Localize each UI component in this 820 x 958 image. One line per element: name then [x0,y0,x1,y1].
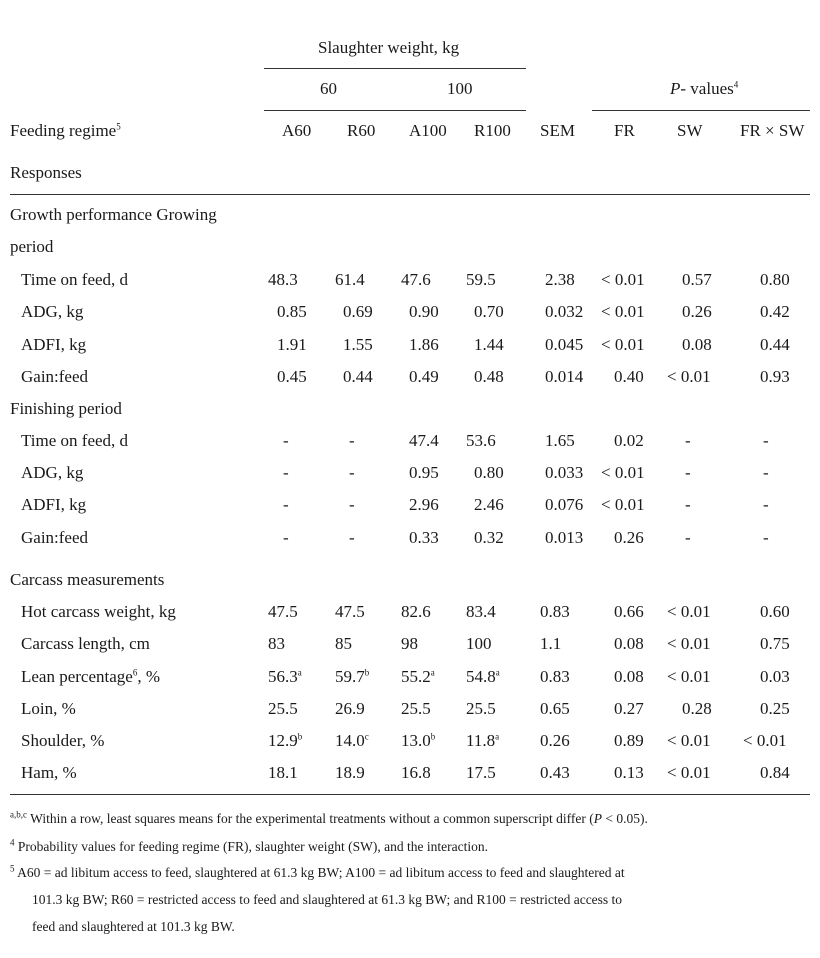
cell-r100: 54.8$^a$ [466,667,500,686]
cell-sem: 0.83 [540,667,570,686]
cell-r100: 53.6 [466,431,496,450]
row-label: ADFI, kg [21,335,87,354]
col-sw: SW [677,121,703,140]
cell-a100: 47.4 [409,431,439,450]
rule-p-values [592,110,810,111]
rule-header-bottom [10,194,810,195]
cell-a100: 82.6 [401,602,431,621]
cell-fr: < 0.01 [601,495,645,514]
cell-fr-x-sw: 0.42 [760,302,790,321]
cell-fr: < 0.01 [601,302,645,321]
cell-a60: 25.5 [268,699,298,718]
cell-a60: - [283,431,289,450]
col-a100: A100 [409,121,447,140]
cell-fr-x-sw: 0.84 [760,763,790,782]
col-fr: FR [614,121,635,140]
rule-table-bottom [10,794,810,795]
cell-sw: 0.08 [682,335,712,354]
cell-fr-x-sw: 0.75 [760,634,790,653]
cell-sem: 2.38 [545,270,575,289]
section-carcass: Carcass measurements [10,570,165,589]
cell-sem: 1.1 [540,634,562,653]
cell-a100: 0.90 [409,302,439,321]
cell-sem: 0.045 [545,335,584,354]
cell-fr: 0.13 [614,763,644,782]
cell-fr-x-sw: - [763,431,769,450]
cell-fr: < 0.01 [601,335,645,354]
cell-r60: 85 [335,634,352,653]
col-sem: SEM [540,121,575,140]
cell-fr-x-sw: 0.93 [760,367,790,386]
cell-r60: 47.5 [335,602,365,621]
col-r60: R60 [347,121,376,140]
cell-a100: 0.95 [409,463,439,482]
footnote-superscripts: $^{a,b,c}$ Within a row, least squares means for the experimental treatments without a common superscript differ (P < 0.05). [10,809,648,826]
cell-r60: 26.9 [335,699,365,718]
cell-sw: - [685,463,691,482]
cell-sem: 1.65 [545,431,575,450]
cell-fr: 0.40 [614,367,644,386]
cell-sw: 0.57 [682,270,712,289]
cell-sw: - [685,495,691,514]
cell-r60: - [349,528,355,547]
cell-sem: 0.014 [545,367,584,386]
cell-r60: 18.9 [335,763,365,782]
row-label: Hot carcass weight, kg [21,602,176,621]
col-a60: A60 [282,121,312,140]
header-sw-60: 60 [320,79,337,98]
cell-r100: 83.4 [466,602,496,621]
cell-r100: 17.5 [466,763,496,782]
cell-a100: 98 [401,634,418,653]
cell-r100: 11.8$^a$ [466,731,500,750]
cell-r100: 25.5 [466,699,496,718]
cell-a60: 47.5 [268,602,298,621]
cell-a60: - [283,495,289,514]
cell-a100: 13.0$^b$ [401,731,436,750]
cell-sem: 0.032 [545,302,584,321]
header-responses: Responses [10,163,82,182]
cell-fr: 0.66 [614,602,644,621]
cell-r60: 1.55 [343,335,373,354]
cell-sem: 0.033 [545,463,584,482]
cell-a100: 47.6 [401,270,431,289]
cell-r60: - [349,495,355,514]
cell-sw: 0.28 [682,699,712,718]
row-label: ADG, kg [21,463,84,482]
row-label: Gain:feed [21,528,89,547]
cell-sw: < 0.01 [667,634,711,653]
cell-fr: 0.08 [614,634,644,653]
row-label: Lean percentage$^6$, % [21,667,161,686]
cell-a60: 18.1 [268,763,298,782]
cell-a100: 55.2$^a$ [401,667,435,686]
cell-fr: < 0.01 [601,270,645,289]
cell-a100: 2.96 [409,495,439,514]
cell-a60: - [283,463,289,482]
cell-r100: 0.70 [474,302,504,321]
cell-a60: 56.3$^a$ [268,667,302,686]
header-slaughter-weight: Slaughter weight, kg [318,38,460,57]
cell-fr: 0.26 [614,528,644,547]
section-growth-line1: Growth performance Growing [10,205,217,224]
section-growth-line2: period [10,237,54,256]
cell-fr-x-sw: - [763,528,769,547]
header-p-values: P- values$^4$ [670,79,739,98]
cell-sw: 0.26 [682,302,712,321]
cell-sw: < 0.01 [667,763,711,782]
cell-a60: 1.91 [277,335,307,354]
row-label: Shoulder, % [21,731,105,750]
cell-r60: 14.0$^c$ [335,731,369,750]
row-label: Loin, % [21,699,76,718]
col-r100: R100 [474,121,511,140]
cell-fr-x-sw: - [763,495,769,514]
cell-r60: 59.7$^b$ [335,667,370,686]
cell-sw: < 0.01 [667,731,711,750]
cell-fr-x-sw: 0.80 [760,270,790,289]
cell-fr: 0.89 [614,731,644,750]
footnote-5-line3: feed and slaughtered at 101.3 kg BW. [32,919,235,934]
cell-r60: - [349,431,355,450]
cell-sem: 0.65 [540,699,570,718]
cell-fr-x-sw: 0.03 [760,667,790,686]
footnote-4: $^4$ Probability values for feeding regime (FR), slaughter weight (SW), and the interaction. [10,837,488,854]
row-label: Ham, % [21,763,77,782]
cell-r100: 0.32 [474,528,504,547]
cell-a100: 1.86 [409,335,439,354]
cell-fr-x-sw: 0.44 [760,335,790,354]
cell-a60: 48.3 [268,270,298,289]
cell-a60: 12.9$^b$ [268,731,303,750]
cell-r100: 1.44 [474,335,504,354]
cell-r100: 0.48 [474,367,504,386]
cell-a60: 0.45 [277,367,307,386]
cell-sem: 0.26 [540,731,570,750]
cell-r100: 59.5 [466,270,496,289]
cell-fr-x-sw: < 0.01 [743,731,787,750]
row-label: Time on feed, d [21,270,129,289]
cell-fr: < 0.01 [601,463,645,482]
cell-a60: 0.85 [277,302,307,321]
cell-r60: 61.4 [335,270,365,289]
col-fr-x-sw: FR × SW [740,121,805,140]
cell-a100: 0.33 [409,528,439,547]
rule-sw-subheader [264,110,526,111]
cell-r100: 100 [466,634,492,653]
footnote-5-line2: 101.3 kg BW; R60 = restricted access to feed and slaughtered at 61.3 kg BW; and R100 = restricted access to [32,892,623,907]
cell-fr: 0.08 [614,667,644,686]
cell-fr: 0.02 [614,431,644,450]
section-finishing: Finishing period [10,399,122,418]
header-feeding-regime: Feeding regime$^5$ [10,121,121,140]
cell-a100: 25.5 [401,699,431,718]
cell-sem: 0.013 [545,528,584,547]
cell-r100: 0.80 [474,463,504,482]
cell-fr-x-sw: 0.25 [760,699,790,718]
row-label: Gain:feed [21,367,89,386]
cell-sem: 0.83 [540,602,570,621]
cell-a100: 0.49 [409,367,439,386]
cell-fr-x-sw: 0.60 [760,602,790,621]
cell-r60: - [349,463,355,482]
row-label: ADG, kg [21,302,84,321]
cell-sw: < 0.01 [667,367,711,386]
cell-a100: 16.8 [401,763,431,782]
cell-r100: 2.46 [474,495,504,514]
cell-sw: - [685,431,691,450]
cell-sem: 0.43 [540,763,570,782]
cell-a60: 83 [268,634,285,653]
cell-sw: < 0.01 [667,602,711,621]
row-label: Time on feed, d [21,431,129,450]
cell-sw: < 0.01 [667,667,711,686]
row-label: ADFI, kg [21,495,87,514]
header-sw-100: 100 [447,79,473,98]
footnote-5-line1: $^5$ A60 = ad libitum access to feed, slaughtered at 61.3 kg BW; A100 = ad libitum access to feed and slaughtered at [10,863,625,880]
cell-r60: 0.44 [343,367,373,386]
cell-fr: 0.27 [614,699,644,718]
row-label: Carcass length, cm [21,634,150,653]
cell-a60: - [283,528,289,547]
cell-r60: 0.69 [343,302,373,321]
cell-fr-x-sw: - [763,463,769,482]
rule-slaughter-weight [264,68,526,69]
cell-sem: 0.076 [545,495,584,514]
cell-sw: - [685,528,691,547]
